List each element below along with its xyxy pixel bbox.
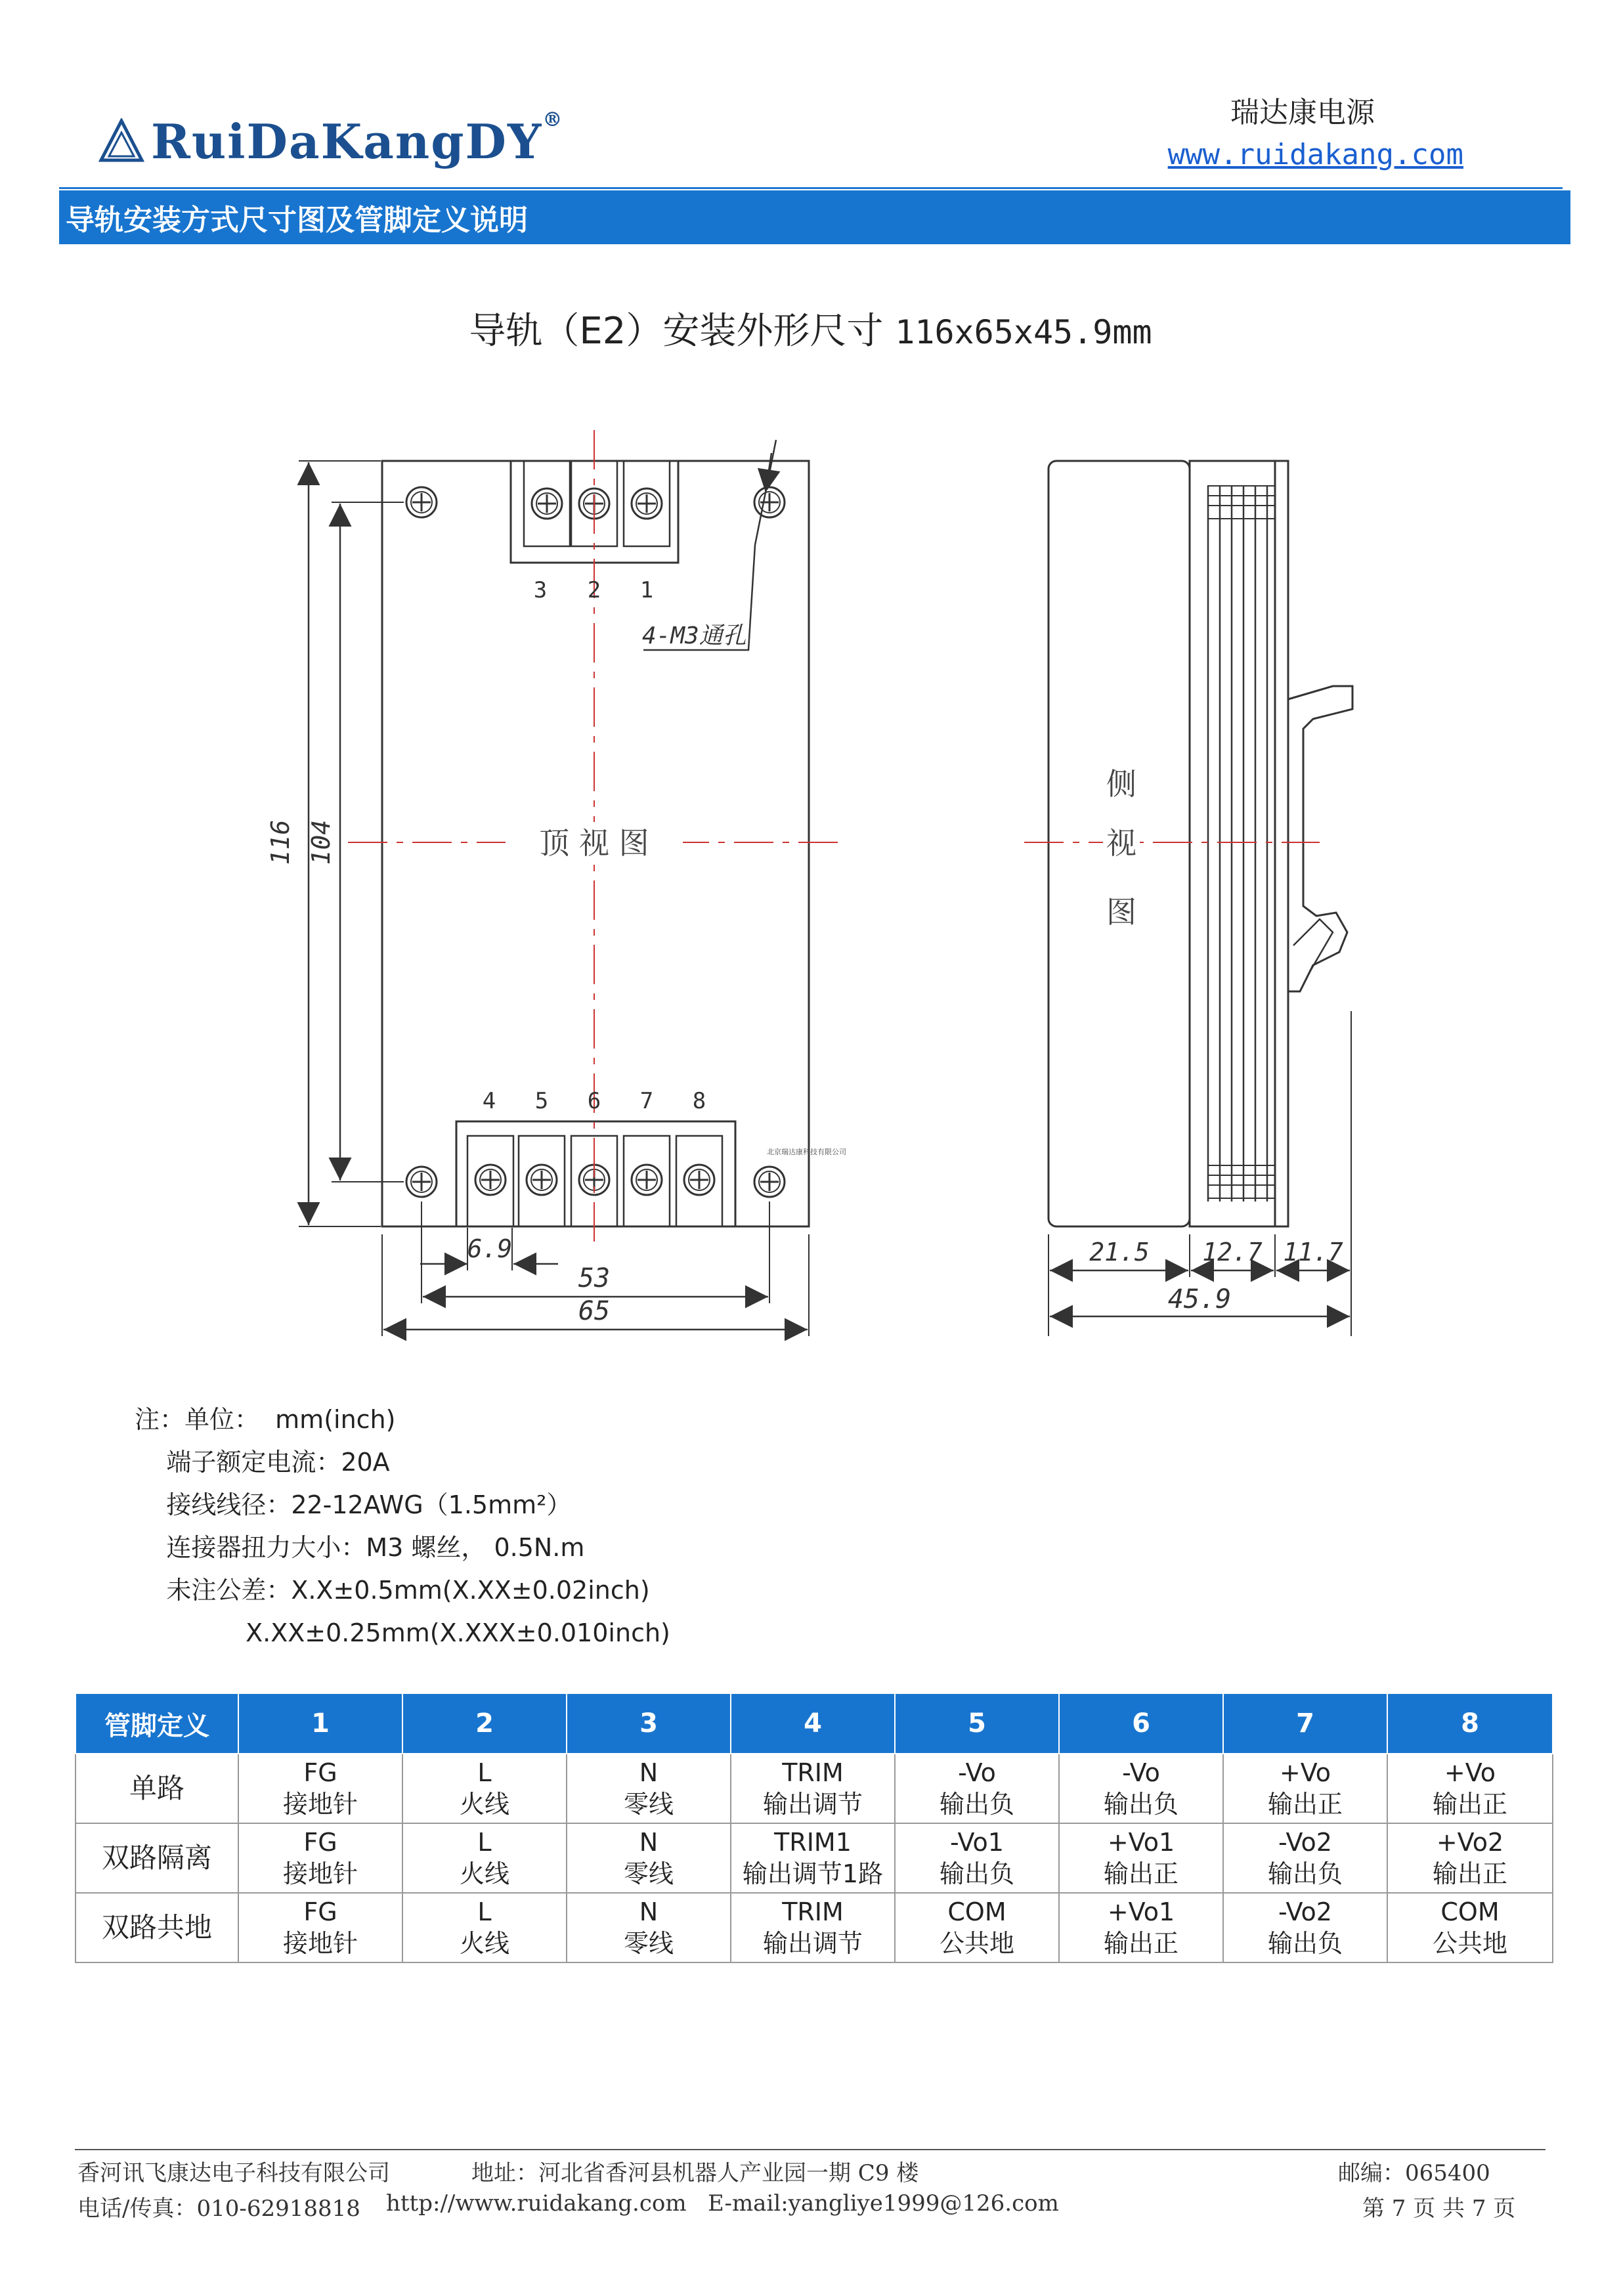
pin-cell xyxy=(238,1893,402,1962)
pin-cell xyxy=(895,1823,1059,1893)
dim-width: 65 xyxy=(578,1296,611,1326)
pin-signal: -Vo2 xyxy=(1278,1897,1332,1926)
table-row xyxy=(76,1754,1553,1823)
mounting-hole xyxy=(406,487,437,517)
note-line: X.XX±0.25mm(X.XXX±0.010inch) xyxy=(135,1618,670,1647)
pin-cell xyxy=(731,1823,895,1893)
pin-cell xyxy=(567,1754,731,1823)
pin-cell xyxy=(1387,1754,1553,1823)
row-label: 单路 xyxy=(76,1754,238,1823)
header-cell: 8 xyxy=(1387,1693,1553,1754)
dim-side-b: 12.7 xyxy=(1202,1238,1263,1267)
pin-cell xyxy=(895,1754,1059,1823)
pin-signal: TRIM1 xyxy=(774,1828,852,1857)
row-label: 双路隔离 xyxy=(76,1823,238,1893)
pin-description: 公共地 xyxy=(939,1929,1014,1958)
pin-cell xyxy=(1059,1823,1223,1893)
pin-signal: N xyxy=(639,1758,659,1787)
brand-name: RuiDaKangDY® xyxy=(151,108,564,169)
footer-company: 香河讯飞康达电子科技有限公司 xyxy=(77,2160,390,2186)
side-view-label: 侧 xyxy=(1106,766,1136,802)
pin-signal: TRIM xyxy=(782,1897,844,1926)
pin-description: 输出正 xyxy=(1103,1929,1178,1958)
pin-description: 零线 xyxy=(623,1859,674,1888)
company-name-cn: 瑞达康电源 xyxy=(1230,96,1375,129)
header-cell: 5 xyxy=(895,1693,1059,1754)
pin-cell xyxy=(402,1823,567,1893)
pin-cell xyxy=(402,1893,567,1962)
header-cell: 6 xyxy=(1059,1693,1223,1754)
pin-signal: -Vo xyxy=(1122,1758,1160,1787)
dim-side-c: 11.7 xyxy=(1283,1238,1343,1267)
pin-description: 输出正 xyxy=(1432,1859,1507,1888)
terminal-number: 6 xyxy=(587,1088,601,1114)
footer-address: 地址：河北省香河县机器人产业园一期 C9 楼 xyxy=(471,2160,919,2186)
pin-cell xyxy=(1059,1893,1223,1962)
drawing-title: 导轨（E2）安装外形尺寸 116x65x45.9mm xyxy=(469,310,1152,353)
pin-signal: +Vo xyxy=(1279,1758,1331,1787)
pin-description: 输出负 xyxy=(939,1790,1014,1819)
pin-description: 输出负 xyxy=(1267,1929,1343,1958)
pin-cell xyxy=(1223,1893,1387,1962)
terminal-number: 1 xyxy=(639,577,654,603)
note-line: 连接器扭力大小：M3 螺丝， 0.5N.m xyxy=(135,1533,585,1562)
pin-description: 输出调节 xyxy=(762,1929,863,1958)
note-line: 未注公差：X.X±0.5mm(X.XX±0.02inch) xyxy=(135,1576,650,1605)
footer-phone: 电话/传真：010-62918818 xyxy=(77,2196,360,2222)
pin-description: 火线 xyxy=(459,1929,509,1958)
pin-cell xyxy=(895,1893,1059,1962)
pin-signal: -Vo1 xyxy=(950,1828,1004,1857)
pin-signal: FG xyxy=(303,1828,337,1857)
footer-postcode: 邮编：065400 xyxy=(1338,2160,1490,2186)
dim-side-a: 21.5 xyxy=(1089,1238,1150,1267)
footer-email[interactable]: E-mail:yangliye1999@126.com xyxy=(708,2190,1059,2217)
pin-description: 接地针 xyxy=(282,1790,358,1819)
notes-block xyxy=(135,1398,670,1655)
table-row xyxy=(76,1823,1553,1893)
terminal-number: 8 xyxy=(692,1088,706,1114)
pin-signal: L xyxy=(477,1758,492,1787)
pin-cell xyxy=(1059,1754,1223,1823)
pin-cell xyxy=(731,1754,895,1823)
pin-cell xyxy=(1387,1893,1553,1962)
pin-cell xyxy=(1223,1754,1387,1823)
pin-description: 输出负 xyxy=(1267,1859,1343,1888)
terminal-number: 7 xyxy=(639,1088,654,1114)
pin-description: 火线 xyxy=(459,1790,509,1819)
pin-description: 输出调节 xyxy=(762,1790,863,1819)
terminal-number: 2 xyxy=(587,577,601,603)
pin-description: 火线 xyxy=(459,1859,509,1888)
pin-signal: COM xyxy=(1440,1897,1500,1926)
header-cell: 1 xyxy=(238,1693,402,1754)
pin-description: 零线 xyxy=(623,1790,674,1819)
pin-cell xyxy=(1223,1823,1387,1893)
row-label: 双路共地 xyxy=(76,1893,238,1962)
mounting-hole xyxy=(406,1167,437,1197)
terminal-number: 5 xyxy=(534,1088,549,1114)
top-view xyxy=(266,430,846,1336)
terminal-number: 4 xyxy=(482,1088,496,1114)
pin-description: 输出负 xyxy=(939,1859,1014,1888)
footer-page-number: 第 7 页 共 7 页 xyxy=(1362,2196,1516,2222)
header-cell: 管脚定义 xyxy=(76,1693,238,1754)
header-cell: 2 xyxy=(402,1693,567,1754)
pin-description: 接地针 xyxy=(282,1929,358,1958)
pin-signal: -Vo xyxy=(958,1758,996,1787)
table-row xyxy=(76,1893,1553,1962)
pin-description: 输出负 xyxy=(1103,1790,1178,1819)
pin-description: 输出正 xyxy=(1432,1790,1507,1819)
pin-signal: TRIM xyxy=(782,1758,844,1787)
header-cell: 3 xyxy=(567,1693,731,1754)
pin-description: 接地针 xyxy=(282,1859,358,1888)
pin-signal: FG xyxy=(303,1897,337,1926)
side-view xyxy=(1024,461,1352,1336)
dim-depth: 45.9 xyxy=(1167,1284,1232,1314)
website-link[interactable]: www.ruidakang.com xyxy=(1167,138,1463,171)
pin-description: 零线 xyxy=(623,1929,674,1958)
pin-description: 公共地 xyxy=(1432,1929,1507,1958)
table-header-row xyxy=(76,1693,1553,1754)
note-line: 注：单位： mm(inch) xyxy=(135,1405,396,1434)
terminal-number: 3 xyxy=(533,577,548,603)
mounting-hole xyxy=(754,1167,785,1197)
footer-url[interactable]: http://www.ruidakang.com xyxy=(386,2190,687,2217)
side-view-label: 图 xyxy=(1106,894,1136,930)
footer-divider xyxy=(75,2149,1545,2150)
pin-signal: +Vo1 xyxy=(1107,1897,1175,1926)
pin-signal: +Vo1 xyxy=(1107,1828,1175,1857)
pin-definition-table xyxy=(75,1693,1553,1963)
small-company-text: 北京瑞达康科技有限公司 xyxy=(767,1148,846,1156)
pin-signal: L xyxy=(477,1828,492,1857)
note-line: 接线线径：22-12AWG（1.5mm²） xyxy=(135,1490,572,1519)
pin-signal: FG xyxy=(303,1758,337,1787)
pin-description: 输出正 xyxy=(1267,1790,1343,1819)
pin-cell xyxy=(567,1893,731,1962)
pin-description: 输出调节1路 xyxy=(742,1859,884,1888)
note-line: 端子额定电流：20A xyxy=(135,1448,390,1477)
dim-height-outer: 116 xyxy=(266,819,295,865)
pin-signal: +Vo xyxy=(1444,1758,1496,1787)
header-cell: 7 xyxy=(1223,1693,1387,1754)
dim-pitch: 6.9 xyxy=(467,1234,513,1263)
pin-cell xyxy=(238,1823,402,1893)
pin-cell xyxy=(1387,1823,1553,1893)
pin-signal: L xyxy=(477,1897,492,1926)
pin-signal: -Vo2 xyxy=(1278,1828,1332,1857)
hole-callout: 4-M3通孔 xyxy=(642,622,746,649)
dim-height-inner: 104 xyxy=(307,819,335,865)
top-terminal-block xyxy=(524,461,670,546)
dim-hole-span: 53 xyxy=(578,1263,611,1293)
pin-signal: COM xyxy=(947,1897,1006,1926)
pin-signal: +Vo2 xyxy=(1436,1828,1504,1857)
pin-cell xyxy=(238,1754,402,1823)
mounting-hole xyxy=(754,487,785,517)
side-view-label: 视 xyxy=(1106,825,1136,861)
section-title: 导轨安装方式尺寸图及管脚定义说明 xyxy=(66,204,528,237)
pin-cell xyxy=(731,1893,895,1962)
header-cell: 4 xyxy=(731,1693,895,1754)
pin-description: 输出正 xyxy=(1103,1859,1178,1888)
pin-cell xyxy=(402,1754,567,1823)
pin-signal: N xyxy=(639,1828,659,1857)
pin-cell xyxy=(567,1823,731,1893)
top-view-label: 顶 视 图 xyxy=(539,825,649,861)
pin-signal: N xyxy=(639,1897,659,1926)
